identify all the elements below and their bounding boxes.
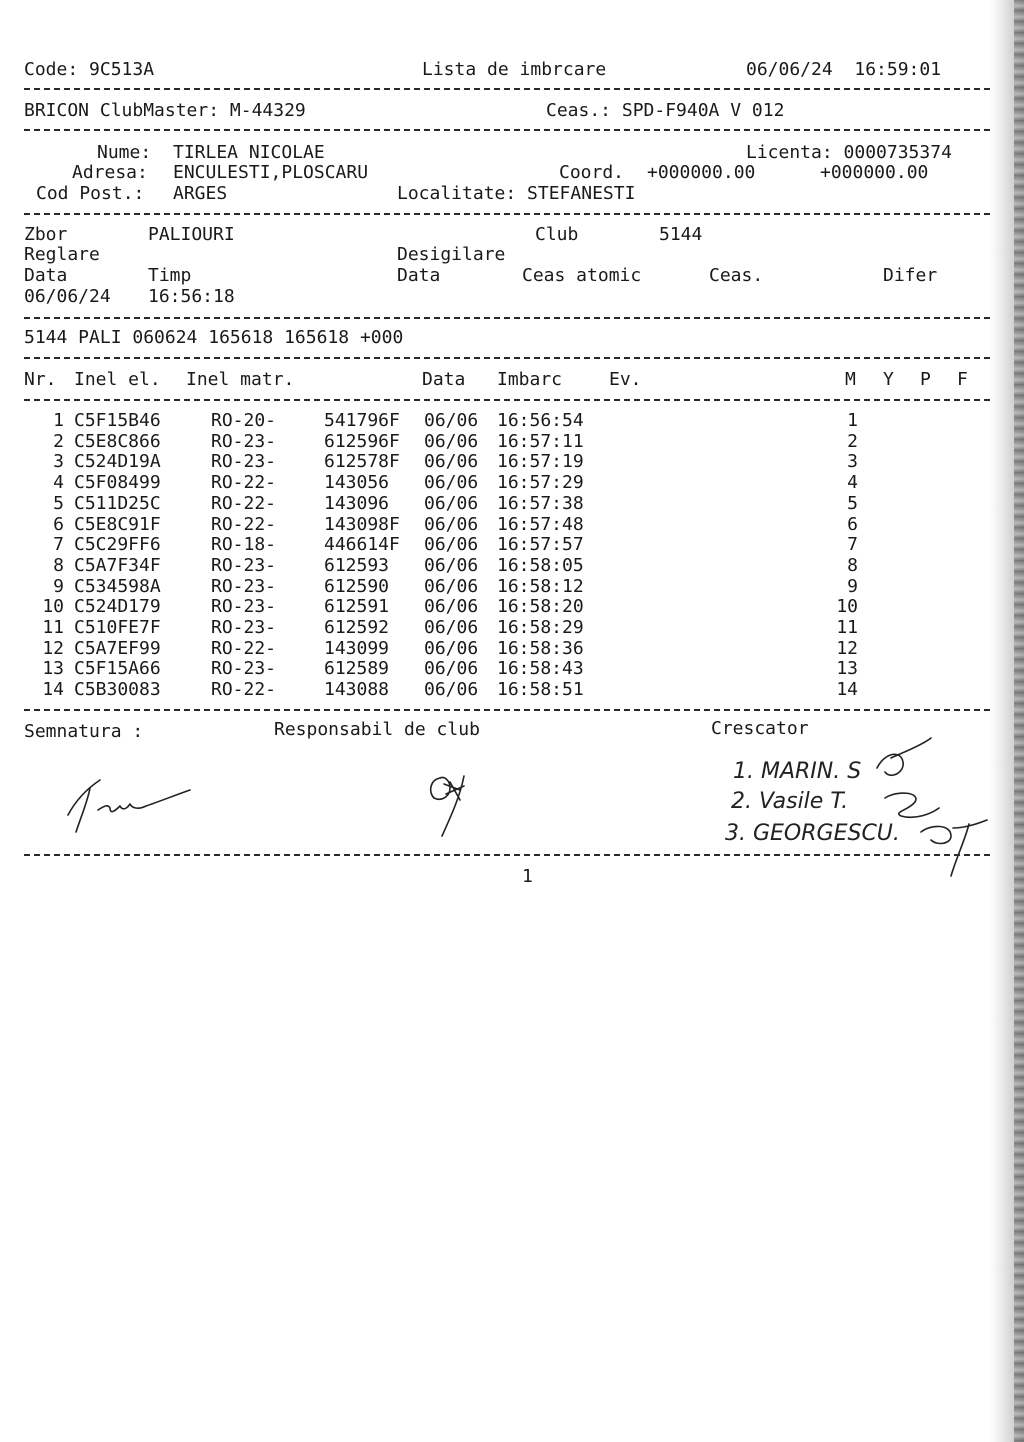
coord-longitude: +000000.00 xyxy=(820,162,929,183)
row-inel-el: C5E8C91F xyxy=(74,513,161,535)
reglare-label: Reglare xyxy=(24,244,100,265)
row-nr: 5 xyxy=(53,492,64,514)
atomic-clock-label: Ceas atomic xyxy=(522,265,642,286)
col-header-data: Data xyxy=(422,369,466,390)
row-inel-el: C5C29FF6 xyxy=(74,534,161,556)
club-responsible-signature xyxy=(420,766,490,846)
row-inel-el: C534598A xyxy=(74,575,161,597)
document-title: Lista de imbrcare xyxy=(422,59,607,80)
coord-label: Coord. xyxy=(559,162,625,183)
row-time: 16:57:11 xyxy=(497,430,584,452)
row-inel-el: C5A7EF99 xyxy=(74,637,161,659)
row-m: 13 xyxy=(836,658,858,680)
row-m: 12 xyxy=(836,637,858,659)
col-header-y: Y xyxy=(883,369,894,390)
license-number: Licenta: 0000735374 xyxy=(746,142,952,163)
row-nr: 6 xyxy=(53,513,64,535)
divider xyxy=(24,213,990,215)
row-m: 7 xyxy=(847,534,858,556)
row-ring-prefix: RO-22- xyxy=(211,472,277,494)
row-ring-prefix: RO-23- xyxy=(211,575,277,597)
row-m: 4 xyxy=(847,472,858,494)
row-inel-matr: 612590 xyxy=(324,575,390,597)
row-inel-el: C5E8C866 xyxy=(74,430,161,452)
row-m: 8 xyxy=(847,554,858,576)
row-date: 06/06 xyxy=(424,513,479,535)
row-nr: 8 xyxy=(53,554,64,576)
row-date: 06/06 xyxy=(424,472,479,494)
row-inel-el: C5A7F34F xyxy=(74,554,161,576)
row-date: 06/06 xyxy=(424,575,479,597)
document-code: Code: 9C513A xyxy=(24,59,155,80)
row-m: 6 xyxy=(847,513,858,535)
scan-edge-noise xyxy=(1014,0,1024,1442)
col-header-inel-el: Inel el. xyxy=(74,369,161,390)
time-label: Timp xyxy=(148,265,192,286)
col-header-f: F xyxy=(957,369,968,390)
row-ring-prefix: RO-22- xyxy=(211,492,277,514)
row-inel-matr: 143099 xyxy=(324,637,390,659)
name-label: Nume: xyxy=(97,142,152,163)
row-nr: 12 xyxy=(42,637,64,659)
row-inel-matr: 612592 xyxy=(324,617,390,638)
divider xyxy=(24,709,990,711)
col-header-ev: Ev. xyxy=(609,369,642,390)
breeder-label: Crescator xyxy=(711,718,809,739)
row-time: 16:58:29 xyxy=(497,617,584,638)
signature-scribble xyxy=(58,770,198,840)
flight-label: Zbor xyxy=(24,224,68,245)
row-ring-prefix: RO-20- xyxy=(211,410,277,431)
fancier-name: TIRLEA NICOLAE xyxy=(173,142,325,163)
date-label: Data xyxy=(24,265,68,286)
reglare-date: 06/06/24 xyxy=(24,286,111,307)
row-ring-prefix: RO-23- xyxy=(211,617,277,638)
row-date: 06/06 xyxy=(424,658,479,680)
handwritten-line-1: 1. MARIN. S xyxy=(733,759,862,784)
row-inel-matr: 612589 xyxy=(324,658,390,680)
page-number: 1 xyxy=(522,866,533,887)
divider xyxy=(24,854,990,856)
fancier-address: ENCULESTI,PLOSCARU xyxy=(173,162,369,183)
row-m: 2 xyxy=(847,430,858,452)
row-m: 3 xyxy=(847,451,858,473)
address-label: Adresa: xyxy=(72,162,148,183)
row-time: 16:57:38 xyxy=(497,492,584,514)
row-inel-el: C5F08499 xyxy=(74,472,161,494)
row-time: 16:57:29 xyxy=(497,472,584,494)
row-ring-prefix: RO-22- xyxy=(211,637,277,659)
clock-label: Ceas. xyxy=(709,265,764,286)
row-time: 16:57:48 xyxy=(497,513,584,535)
row-time: 16:57:57 xyxy=(497,534,584,556)
row-inel-el: C510FE7F xyxy=(74,617,161,638)
handwritten-line-3: 3. GEORGESCU. xyxy=(725,821,900,846)
row-date: 06/06 xyxy=(424,451,479,473)
club-number: 5144 xyxy=(659,224,703,245)
row-time: 16:58:43 xyxy=(497,658,584,680)
row-nr: 1 xyxy=(53,410,64,431)
row-m: 11 xyxy=(836,617,858,638)
postcode: ARGES xyxy=(173,183,228,204)
row-ring-prefix: RO-23- xyxy=(211,658,277,680)
col-header-inel-matr: Inel matr. xyxy=(186,369,295,390)
col-header-m: M xyxy=(845,369,856,390)
row-inel-el: C5F15B46 xyxy=(74,410,161,431)
row-inel-el: C524D179 xyxy=(74,596,161,618)
divider xyxy=(24,357,990,359)
divider xyxy=(24,317,990,319)
row-time: 16:58:05 xyxy=(497,554,584,576)
row-nr: 9 xyxy=(53,575,64,597)
clubmaster-id: BRICON ClubMaster: M-44329 xyxy=(24,100,306,121)
row-nr: 13 xyxy=(42,658,64,680)
desigilare-label: Desigilare xyxy=(397,244,506,265)
row-time: 16:57:19 xyxy=(497,451,584,473)
row-date: 06/06 xyxy=(424,492,479,514)
row-date: 06/06 xyxy=(424,637,479,659)
signature-label: Semnatura : xyxy=(24,721,144,742)
row-inel-matr: 143096 xyxy=(324,492,390,514)
row-date: 06/06 xyxy=(424,554,479,576)
row-time: 16:58:36 xyxy=(497,637,584,659)
row-time: 16:58:12 xyxy=(497,575,584,597)
row-inel-matr: 541796F xyxy=(324,410,400,431)
difference-label: Difer xyxy=(883,265,938,286)
row-date: 06/06 xyxy=(424,534,479,556)
row-nr: 2 xyxy=(53,430,64,452)
row-inel-matr: 143056 xyxy=(324,472,390,494)
row-inel-matr: 612593 xyxy=(324,554,390,576)
flight-name: PALIOURI xyxy=(148,224,235,245)
row-time: 16:58:20 xyxy=(497,596,584,618)
row-m: 14 xyxy=(836,679,858,701)
row-m: 1 xyxy=(847,410,858,431)
col-header-nr: Nr. xyxy=(24,369,57,390)
col-header-p: P xyxy=(920,369,931,390)
row-date: 06/06 xyxy=(424,410,479,431)
row-date: 06/06 xyxy=(424,679,479,701)
row-m: 5 xyxy=(847,492,858,514)
divider xyxy=(24,88,990,90)
row-m: 9 xyxy=(847,575,858,597)
row-date: 06/06 xyxy=(424,596,479,618)
desigilare-date-label: Data xyxy=(397,265,441,286)
col-header-imbarc: Imbarc xyxy=(497,369,563,390)
print-datetime: 06/06/24 16:59:01 xyxy=(746,59,942,80)
coord-latitude: +000000.00 xyxy=(647,162,756,183)
row-inel-matr: 446614F xyxy=(324,534,400,556)
row-inel-matr: 143088 xyxy=(324,679,390,701)
row-ring-prefix: RO-23- xyxy=(211,451,277,473)
row-nr: 7 xyxy=(53,534,64,556)
row-ring-prefix: RO-23- xyxy=(211,596,277,618)
row-date: 06/06 xyxy=(424,617,479,638)
flight-summary-line: 5144 PALI 060624 165618 165618 +000 xyxy=(24,327,404,348)
row-date: 06/06 xyxy=(424,430,479,452)
row-inel-matr: 612578F xyxy=(324,451,400,473)
divider xyxy=(24,129,990,131)
row-inel-el: C5F15A66 xyxy=(74,658,161,680)
row-inel-matr: 612591 xyxy=(324,596,390,618)
reglare-time: 16:56:18 xyxy=(148,286,235,307)
club-responsible-label: Responsabil de club xyxy=(274,719,480,740)
row-inel-el: C524D19A xyxy=(74,451,161,473)
row-nr: 11 xyxy=(42,617,64,638)
row-ring-prefix: RO-23- xyxy=(211,430,277,452)
row-time: 16:58:51 xyxy=(497,679,584,701)
row-ring-prefix: RO-18- xyxy=(211,534,277,556)
locality: Localitate: STEFANESTI xyxy=(397,183,636,204)
row-ring-prefix: RO-22- xyxy=(211,679,277,701)
row-inel-el: C5B30083 xyxy=(74,679,161,701)
divider xyxy=(24,399,990,401)
row-nr: 14 xyxy=(42,679,64,701)
row-ring-prefix: RO-22- xyxy=(211,513,277,535)
row-m: 10 xyxy=(836,596,858,618)
handwritten-line-2: 2. Vasile T. xyxy=(731,789,849,814)
club-label: Club xyxy=(535,224,579,245)
row-inel-el: C511D25C xyxy=(74,492,161,514)
row-nr: 3 xyxy=(53,451,64,473)
row-nr: 10 xyxy=(42,596,64,618)
postcode-label: Cod Post.: xyxy=(36,183,145,204)
row-inel-matr: 143098F xyxy=(324,513,400,535)
clock-id: Ceas.: SPD-F940A V 012 xyxy=(546,100,785,121)
row-inel-matr: 612596F xyxy=(324,430,400,452)
row-time: 16:56:54 xyxy=(497,410,584,431)
row-nr: 4 xyxy=(53,472,64,494)
row-ring-prefix: RO-23- xyxy=(211,554,277,576)
